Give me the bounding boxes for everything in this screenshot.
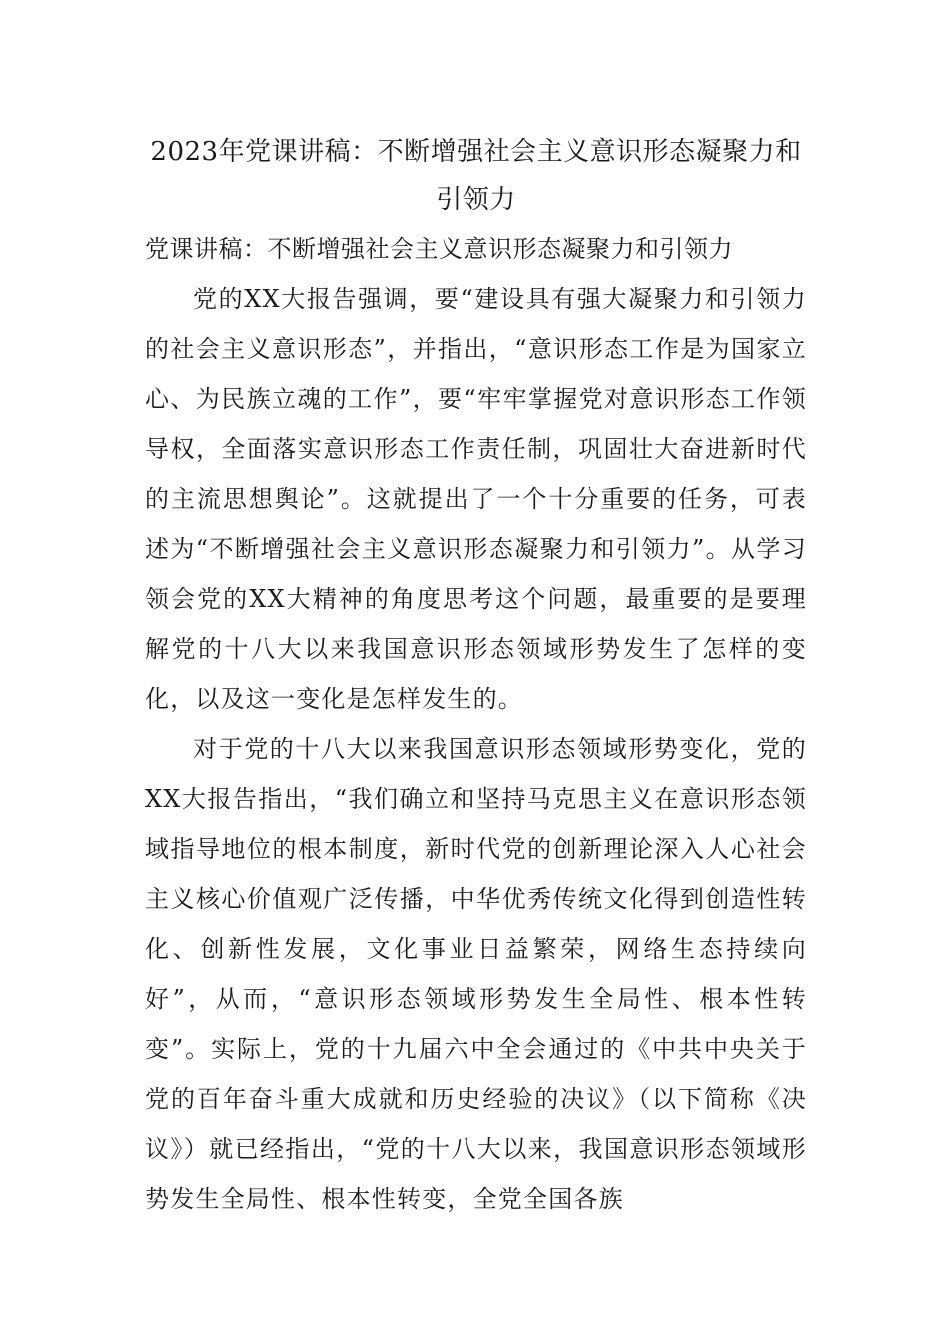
document-subtitle: 党课讲稿：不断增强社会主义意识形态凝聚力和引领力 (145, 235, 733, 263)
paragraph-1: 党的XX大报告强调，要“建设具有强大凝聚力和引领力的社会主义意识形态”，并指出，“意识形态工作是为国家立心、为民族立魂的工作”，要“牢牢掌握党对意识形态工作领导权，全面落实意识形态工作责任制，巩固壮大奋进新时代的主流思想舆论”。这就提出了一个十分重要的任务，可表述为“不断增强社会主义意识形态凝聚力和引领力”。从学习领会党的XX大精神的角度思考这个问题，最重要的是要理解党的十八大以来我国意识形态领域形势发生了怎样的变化，以及这一变化是怎样发生的。 (145, 285, 807, 713)
document-title: 2023年党课讲稿：不断增强社会主义意识形态凝聚力和引领力 (150, 137, 802, 215)
paragraph-2: 对于党的十八大以来我国意识形态领域形势变化，党的XX大报告指出，“我们确立和坚持马克思主义在意识形态领域指导地位的根本制度，新时代党的创新理论深入人心社会主义核心价值观广泛传播，中华优秀传统文化得到创造性转化、创新性发展，文化事业日益繁荣，网络生态持续向好”，从而，“意识形态领域形势发生全局性、根本性转变”。实际上，党的十九届六中全会通过的《中共中央关于党的百年奋斗重大成就和历史经验的决议》（以下简称《决议》）就已经指出，“党的十八大以来，我国意识形态领域形势发生全局性、根本性转变，全党全国各族 (145, 735, 807, 1213)
document-page (145, 128, 807, 1224)
